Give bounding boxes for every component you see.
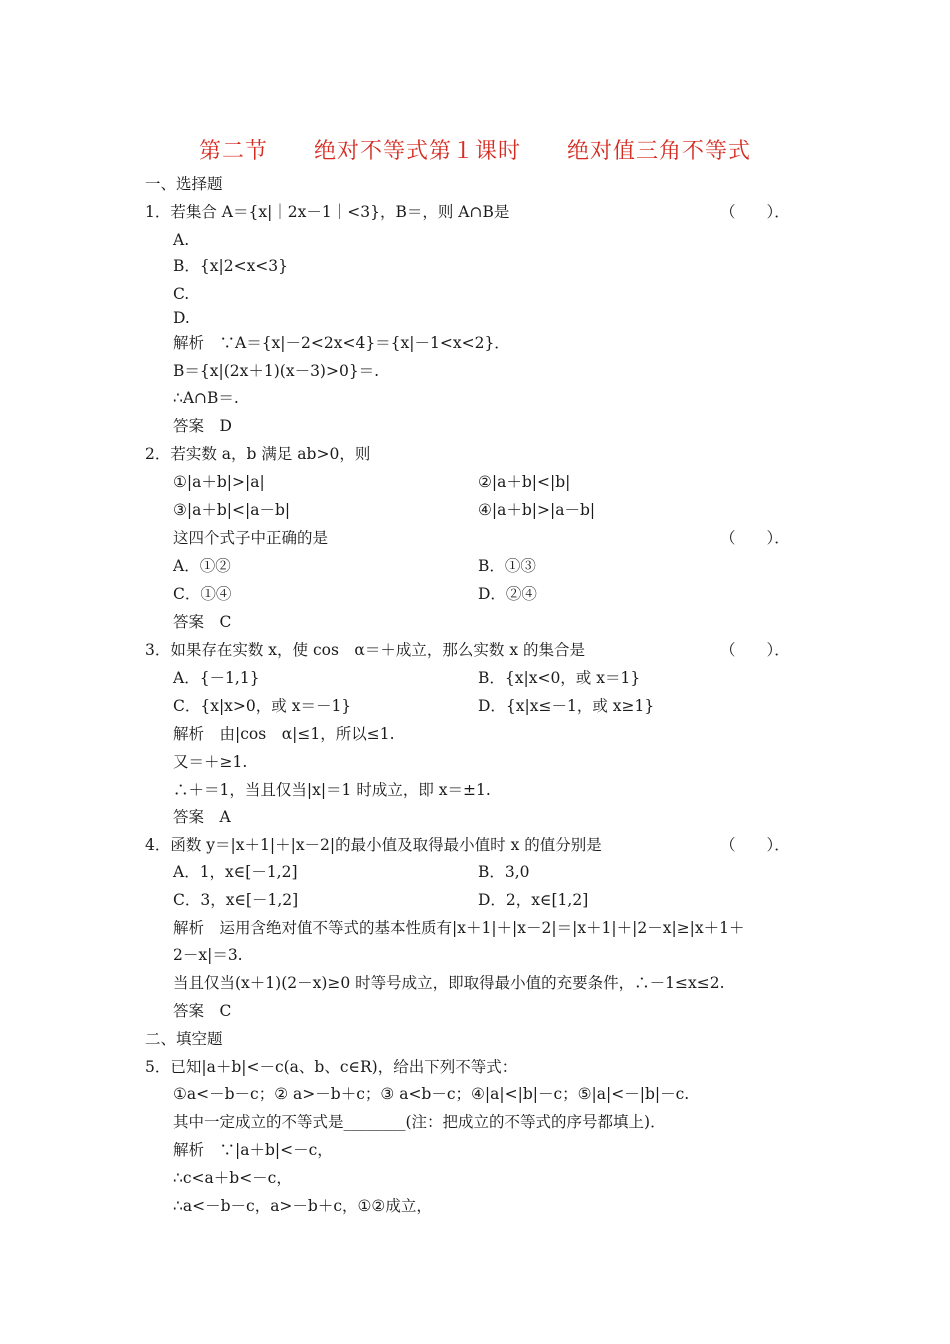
- question-1-answer: 答案 D: [173, 417, 232, 435]
- section-heading-choice: 一、选择题: [145, 175, 223, 193]
- question-4-solution-line-1: 解析 运用含绝对值不等式的基本性质有|x＋1|＋|x－2|＝|x＋1|＋|2－x|≥|x＋1＋: [173, 919, 745, 937]
- question-4-solution-line-2: 2－x|＝3.: [173, 946, 243, 964]
- question-2-option-b: B．①③: [478, 557, 536, 575]
- question-1-solution-line-2: B＝{x|(2x＋1)(x－3)>0}＝.: [173, 362, 380, 380]
- question-1-stem: 1．若集合 A＝{x|｜2x－1｜<3}，B＝，则 A∩B是: [145, 203, 510, 221]
- question-5-solution-line-2: ∴c<a＋b<－c，: [173, 1169, 292, 1187]
- question-5-prompt: 其中一定成立的不等式是________(注：把成立的不等式的序号都填上)．: [173, 1113, 666, 1131]
- question-2-option-d: D．②④: [478, 585, 537, 603]
- section-heading-fill-in: 二、填空题: [145, 1030, 223, 1048]
- question-3-solution-line-3: ∴＋＝1，当且仅当|x|＝1 时成立，即 x＝±1.: [173, 781, 491, 799]
- question-2-statement-2: ②|a＋b|<|b|: [478, 473, 571, 491]
- question-3-answer: 答案 A: [173, 808, 231, 826]
- question-1-option-a: A.: [173, 231, 190, 249]
- question-4-solution-line-3: 当且仅当(x＋1)(2－x)≥0 时等号成立，即取得最小值的充要条件，∴－1≤x≤2.: [173, 974, 725, 992]
- question-2-option-a: A．①②: [173, 557, 231, 575]
- question-4-option-d: D．2，x∈[1,2]: [478, 891, 589, 909]
- question-1-answer-blank: （ ）．: [720, 203, 790, 221]
- question-1-solution-line-1: 解析 ∵A＝{x|－2<2x<4}＝{x|－1<x<2}．: [173, 334, 510, 352]
- question-5-solution-line-3: ∴a<－b－c，a>－b＋c，①②成立，: [173, 1197, 432, 1215]
- question-4-stem: 4．函数 y＝|x＋1|＋|x－2|的最小值及取得最小值时 x 的值分别是: [145, 836, 602, 854]
- question-3-option-c: C．{x|x>0，或 x＝－1}: [173, 697, 352, 715]
- question-1-option-d: D.: [173, 309, 190, 327]
- question-3-option-b: B．{x|x<0，或 x＝1}: [478, 669, 641, 687]
- question-3-option-a: A．{－1,1}: [173, 669, 260, 687]
- question-2-statement-4: ④|a＋b|>|a－b|: [478, 501, 596, 519]
- question-5-solution-line-1: 解析 ∵|a＋b|<－c，: [173, 1141, 333, 1159]
- question-2-answer: 答案 C: [173, 613, 232, 631]
- question-3-solution-line-2: 又＝＋≥1.: [173, 753, 248, 771]
- question-3-solution-line-1: 解析 由|cos α|≤1，所以≤1.: [173, 725, 395, 743]
- question-2-stem-continued: 这四个式子中正确的是: [173, 529, 329, 547]
- question-2-answer-blank: （ ）．: [720, 529, 790, 547]
- question-2-option-c: C．①④: [173, 585, 232, 603]
- question-1-solution-line-3: ∴A∩B＝.: [173, 389, 239, 407]
- question-5-stem: 5．已知|a＋b|<－c(a、b、c∈R)，给出下列不等式：: [145, 1058, 518, 1076]
- page-title: 第二节 绝对不等式第１课时 绝对值三角不等式: [198, 139, 751, 164]
- question-4-option-c: C．3，x∈[－1,2]: [173, 891, 299, 909]
- question-1-option-c: C.: [173, 285, 190, 303]
- question-4-answer-blank: （ ）．: [720, 836, 790, 854]
- question-3-option-d: D．{x|x≤－1，或 x≥1}: [478, 697, 655, 715]
- question-2-statement-1: ①|a＋b|>|a|: [173, 473, 265, 491]
- question-2-stem: 2．若实数 a，b 满足 ab>0，则: [145, 445, 371, 463]
- question-1-option-b: B．{x|2<x<3}: [173, 257, 289, 275]
- question-4-option-b: B．3,0: [478, 863, 530, 881]
- question-3-answer-blank: （ ）．: [720, 641, 790, 659]
- question-5-inequality-list: ①a<－b－c；② a>－b＋c；③ a<b－c；④|a|<|b|－c；⑤|a|<－|b|－c.: [173, 1085, 690, 1103]
- question-4-answer: 答案 C: [173, 1002, 232, 1020]
- question-3-stem: 3．如果存在实数 x，使 cos α＝＋成立，那么实数 x 的集合是: [145, 641, 585, 659]
- question-4-option-a: A．1，x∈[－1,2]: [173, 863, 298, 881]
- question-2-statement-3: ③|a＋b|<|a－b|: [173, 501, 291, 519]
